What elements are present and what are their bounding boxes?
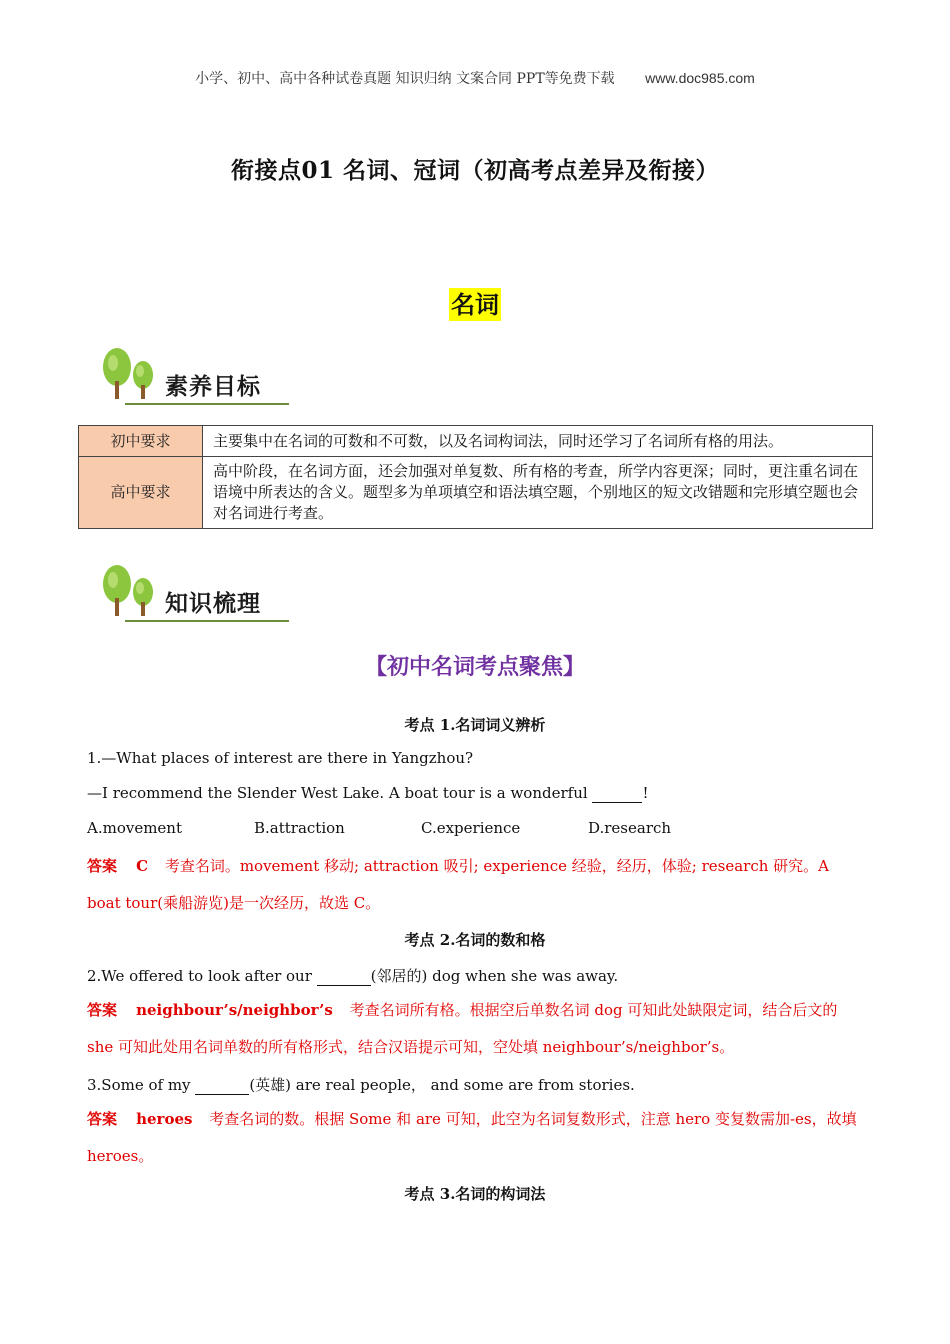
option-d: D.research: [588, 819, 672, 837]
table-row: [79, 457, 873, 529]
section-rule: [125, 620, 289, 622]
table-row: [79, 426, 873, 457]
answer-2: [87, 992, 867, 1066]
question-2-hint: (邻居的) dog when she was away.: [370, 967, 619, 985]
tree-icon: [95, 562, 165, 622]
row-label: 初中要求: [79, 426, 203, 457]
requirements-table: [78, 425, 873, 529]
answer-blank: [592, 784, 642, 803]
question-2: [87, 965, 867, 986]
answer-explanation: 考查名词的数。根据 Some 和 are 可知，此空为名词复数形式，注意 hero 变复数需加-es，故填 heroes。: [87, 1110, 857, 1165]
question-3-hint: (英雄) are real people， and some are from stories.: [249, 1076, 635, 1094]
row-content: 主要集中在名词的可数和不可数，以及名词构词法，同时还学习了名词所有格的用法。: [203, 426, 873, 457]
section-title-knowledge: 知识梳理: [165, 591, 261, 617]
tree-icon: [95, 345, 165, 405]
section-banner-goals: [95, 345, 295, 405]
question-2-text: 2.We offered to look after our: [87, 967, 317, 985]
option-a: A.movement: [87, 819, 182, 837]
answer-blank: [195, 1076, 249, 1095]
point-title: 考点 2.名词的数和格: [404, 931, 546, 949]
options-row: [87, 819, 867, 837]
answer-label: 答案: [87, 1001, 118, 1019]
noun-heading: [0, 285, 950, 320]
section-title-goals: 素养目标: [165, 374, 261, 400]
answer-key: neighbour’s/neighbor’s: [136, 1001, 333, 1019]
question-1-line-1: 1.—What places of interest are there in Yangzhou?: [87, 749, 474, 767]
section-rule: [125, 403, 289, 405]
question-3: [87, 1074, 867, 1095]
answer-3: [87, 1101, 867, 1175]
question-1-end: !: [642, 784, 649, 802]
option-c: C.experience: [421, 819, 521, 837]
point-title: 考点 3.名词的构词法: [404, 1185, 546, 1203]
answer-blank: [317, 967, 371, 986]
answer-1: [87, 848, 867, 922]
answer-explanation: 考查名词所有格。根据空后单数名词 dog 可知此处缺限定词，结合后文的 she 可知此处用名词单数的所有格形式，结合汉语提示可知，空处填 neighbour’s/neighbor’s。: [87, 1001, 838, 1056]
noun-heading-text: 名词: [451, 290, 499, 319]
section-banner-knowledge: [95, 562, 295, 622]
answer-label: 答案: [87, 857, 118, 875]
question-3-text: 3.Some of my: [87, 1076, 196, 1094]
option-b: B.attraction: [254, 819, 345, 837]
question-1-line-2: [87, 784, 867, 803]
page-header: [0, 68, 950, 88]
answer-key: C: [136, 857, 149, 875]
document-title: 衔接点01 名词、冠词（初高考点差异及衔接）: [230, 157, 719, 184]
row-label: 高中要求: [79, 457, 203, 529]
answer-key: heroes: [136, 1110, 193, 1128]
focus-heading: 【初中名词考点聚焦】: [364, 654, 585, 680]
row-content: 高中阶段，在名词方面，还会加强对单复数、所有格的考查，所学内容更深；同时，更注重名词在语境中所表达的含义。题型多为单项填空和语法填空题，个别地区的短文改错题和完形填空题也会对名词进行考查。: [203, 457, 873, 529]
answer-label: 答案: [87, 1110, 118, 1128]
header-site[interactable]: www.doc985.com: [645, 70, 755, 86]
question-1-text: —I recommend the Slender West Lake. A boat tour is a wonderful: [87, 784, 593, 802]
point-title: 考点 1.名词词义辨析: [404, 716, 546, 734]
answer-explanation: 考查名词。movement 移动; attraction 吸引; experience 经验，经历，体验; research 研究。A boat tour(乘船游览)是一次经历，故选 C。: [87, 857, 830, 912]
header-text: 小学、初中、高中各种试卷真题 知识归纳 文案合同 PPT等免费下载: [195, 71, 615, 87]
